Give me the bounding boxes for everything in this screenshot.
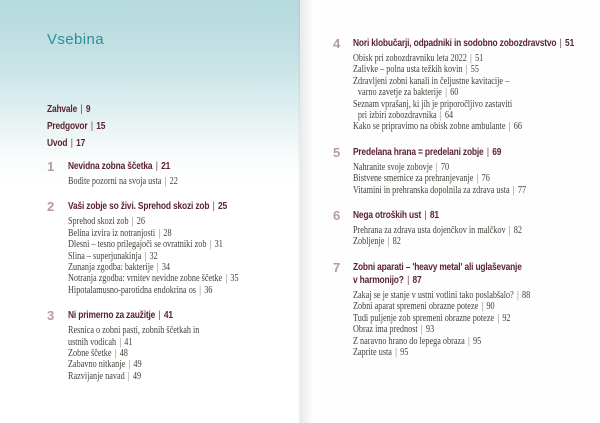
chapter-number: 7 [333, 259, 341, 275]
toc-entry [68, 285, 239, 296]
page-number: 92 [502, 312, 511, 324]
chapter-title [68, 200, 243, 213]
chapter-title-block [353, 146, 564, 159]
chapter-title [68, 309, 203, 322]
chapter-number: 1 [47, 159, 55, 174]
chapter-number: 3 [47, 308, 55, 324]
entry-text: Zunanja zgodba: bakterije [68, 262, 154, 274]
toc-entry [68, 273, 239, 284]
chapter-title [353, 37, 574, 50]
page-number: 25 [218, 201, 228, 213]
page-number: 41 [163, 310, 173, 322]
chapter-title-block [353, 209, 559, 222]
chapter-body [68, 309, 228, 382]
page-number: 31 [214, 239, 223, 251]
chapter-title [353, 146, 530, 159]
page-number: 93 [425, 324, 435, 336]
page-number: 35 [230, 273, 239, 285]
toc-entry [68, 348, 199, 359]
toc-entry [68, 239, 239, 250]
entry-text: pri izbiri zobozdravnika [357, 110, 437, 122]
separator: | [424, 210, 427, 222]
entry-text: Nahranite svoje zobovje [353, 161, 433, 173]
toc-entry [353, 53, 569, 64]
entry-text: Nori klobučarji, odpadniki in sodobno zobozdravstvo [353, 38, 557, 49]
chapter-items [353, 290, 569, 358]
page-number: 82 [392, 236, 401, 248]
separator: | [199, 284, 201, 296]
front-matter-list [47, 101, 300, 152]
entry-text: Zdravljeni zobni kanali in čeljustne kavitacije – [353, 75, 510, 87]
entry-text: Slina – superjunakinja [68, 250, 142, 262]
chapter-title-block [68, 160, 202, 173]
entry-text: Vaši zobje so živi. Sprehod skozi zob [68, 201, 210, 213]
chapter-items [353, 53, 600, 133]
toc-chapter [333, 209, 600, 248]
separator: | [407, 274, 410, 286]
page-number: 41 [124, 336, 133, 348]
toc-entry [353, 64, 569, 75]
entry-text: Bistvene smernice za prehranjevanje [353, 173, 474, 185]
toc-entry [68, 176, 178, 187]
left-chapters [47, 160, 300, 382]
toc-chapter [333, 146, 600, 196]
entry-text: ustnih vodicah [68, 336, 117, 348]
page-number: 64 [444, 110, 454, 122]
front-matter-entry [47, 118, 260, 135]
separator: | [156, 262, 159, 274]
entry-text: Ni primerno za zaužitje [68, 310, 156, 322]
toc-entry [353, 87, 569, 98]
page-number: 81 [429, 210, 439, 222]
separator: | [395, 346, 397, 358]
page-number: 21 [161, 161, 171, 172]
front-matter-entry [47, 135, 260, 152]
separator: | [476, 173, 479, 185]
chapter-title [353, 261, 535, 274]
page-number: 17 [76, 138, 86, 149]
entry-text: Vitamini in prehranska dopolnila za zdrava usta [353, 184, 510, 196]
separator: | [420, 324, 423, 336]
entry-text: Tudi puljenje zob spremeni obrazne poteze [353, 312, 495, 324]
chapter-body [68, 200, 276, 296]
toc-entry [68, 371, 199, 382]
separator: | [70, 138, 73, 149]
separator: | [445, 87, 447, 99]
chapter-body [353, 37, 600, 133]
separator: | [470, 53, 472, 64]
page-number: 60 [450, 87, 459, 99]
toc-entry [353, 185, 526, 196]
separator: | [559, 38, 562, 49]
entry-text: Zabavno nitkanje [68, 359, 126, 371]
page-number: 28 [163, 227, 172, 239]
toc-entry [353, 121, 569, 132]
toc-entry [68, 359, 199, 370]
toc-entry [353, 290, 530, 301]
toc-entry [68, 228, 239, 239]
separator: | [119, 336, 121, 348]
page-number: 26 [136, 216, 146, 228]
entry-text: Dlesni – tesno prilegajoči se ovratniki zob [68, 239, 207, 251]
page-number: 22 [169, 176, 178, 187]
entry-text: Kako se pripravimo na obisk zobne ambulante [353, 121, 506, 133]
page-number: 49 [132, 370, 142, 382]
page-number: 70 [440, 161, 450, 173]
toc-entry [353, 324, 530, 335]
toc-chapter [47, 309, 300, 382]
toc-entry [353, 173, 526, 184]
page-number: 95 [473, 335, 482, 347]
chapter-title-block [68, 200, 276, 213]
entry-text: Predelana hrana = predelani zobje [353, 146, 484, 158]
page-number: 90 [486, 301, 495, 313]
chapter-title [353, 274, 535, 287]
separator: | [128, 359, 131, 371]
page-number: 51 [565, 38, 575, 49]
separator: | [212, 201, 215, 213]
separator: | [158, 310, 161, 322]
separator: | [508, 225, 511, 237]
entry-text: Zahvale [47, 104, 78, 115]
chapter-title-block [353, 261, 569, 287]
separator: | [497, 312, 500, 324]
page-number: 34 [161, 262, 171, 274]
separator: | [387, 236, 390, 248]
toc-title: Vsebina [47, 31, 105, 48]
entry-text: Notranja zgodba: vrnitev nevidne zobne ščetke [68, 273, 223, 285]
entry-text: Nega otroških ust [353, 210, 422, 222]
entry-text: Sprehod skozi zob [68, 216, 129, 228]
separator: | [481, 301, 484, 313]
toc-entry [68, 216, 239, 227]
chapter-number: 5 [333, 144, 341, 160]
page-number: 15 [96, 121, 106, 132]
page-number: 82 [513, 225, 522, 237]
front-matter-entry [47, 101, 260, 118]
entry-text: Nevidna zobna ščetka [68, 161, 153, 172]
page-number: 51 [475, 53, 484, 64]
toc-entry [353, 225, 522, 236]
entry-text: Z naravno hrano do lepega obraza [353, 335, 465, 347]
page-number: 76 [481, 173, 490, 185]
separator: | [435, 161, 438, 173]
page-number: 77 [517, 184, 527, 196]
chapter-title [68, 160, 180, 173]
toc-entry [68, 251, 239, 262]
entry-text: Zobljenje [353, 236, 385, 248]
chapter-body [353, 146, 564, 196]
toc-entry [353, 301, 530, 312]
entry-text: Seznam vprašanj, ki jih je priporočljivo zastaviti [353, 98, 513, 110]
separator: | [144, 250, 147, 262]
entry-text: Obraz ima prednost [353, 324, 418, 336]
entry-text: Zalivke – polna usta težkih kovin [353, 64, 463, 76]
separator: | [155, 161, 158, 172]
chapter-items [68, 176, 202, 187]
toc-page-right [300, 0, 600, 423]
toc-entry [353, 347, 530, 358]
chapter-items [68, 325, 228, 382]
entry-text: Prehrana za zdrava usta dojenčkov in malčkov [353, 225, 506, 237]
separator: | [114, 348, 117, 360]
separator: | [131, 216, 134, 228]
entry-text: varno zavetje za bakterije [357, 87, 442, 99]
separator: | [468, 335, 470, 347]
chapter-title-block [353, 37, 600, 50]
page-number: 88 [521, 289, 531, 301]
separator: | [486, 146, 489, 158]
toc-entry [353, 162, 526, 173]
chapter-body [353, 209, 559, 248]
page-number: 87 [412, 274, 422, 286]
toc-chapter [47, 160, 300, 187]
page-number: 69 [492, 146, 502, 158]
entry-text: Zobni aparat spremeni obrazne poteze [353, 301, 479, 313]
right-chapters [333, 37, 600, 358]
separator: | [90, 121, 93, 132]
chapter-number: 4 [333, 36, 341, 51]
chapter-items [353, 162, 564, 196]
separator: | [80, 104, 83, 115]
separator: | [465, 64, 468, 76]
toc-entry [68, 262, 239, 273]
toc-entry [68, 325, 199, 336]
page-number: 95 [400, 346, 409, 358]
toc-entry [353, 110, 569, 121]
entry-text: Predgovor [47, 121, 88, 132]
separator: | [164, 176, 167, 187]
toc-entry [353, 313, 530, 324]
entry-text: Zobni aparati – 'heavy metal' ali uglaševanje [353, 261, 522, 273]
page-number: 48 [119, 348, 128, 360]
page-number: 32 [149, 250, 158, 262]
chapter-body [68, 160, 202, 187]
entry-text: Razvijanje navad [68, 370, 125, 382]
entry-text: Hipotalamusno-parotidna endokrina os [68, 284, 196, 296]
toc-chapter [47, 200, 300, 296]
page-number: 9 [85, 104, 91, 115]
separator: | [127, 370, 130, 382]
chapter-title [353, 209, 526, 222]
entry-text: Zobne ščetke [68, 348, 112, 360]
page-number: 36 [204, 284, 213, 296]
toc-chapter [333, 37, 600, 133]
page-number: 49 [133, 359, 142, 371]
entry-text: Zaprite usta [353, 346, 392, 358]
toc-chapter [333, 261, 600, 358]
entry-text: v harmonijo? [353, 274, 404, 286]
separator: | [517, 289, 519, 301]
toc-entry [353, 99, 569, 110]
chapter-items [68, 216, 276, 296]
page-number: 55 [470, 64, 479, 76]
separator: | [508, 121, 511, 133]
toc-entry [353, 236, 522, 247]
separator: | [225, 273, 228, 285]
entry-text: Uvod [47, 138, 68, 149]
separator: | [158, 227, 161, 239]
separator: | [209, 239, 212, 251]
toc-entry [353, 76, 569, 87]
entry-text: Zakaj se je stanje v ustni votlini tako poslabšalo? [353, 289, 514, 301]
toc-entry [353, 336, 530, 347]
entry-text: Resnica o zobni pasti, zobnih ščetkah in [68, 325, 200, 337]
chapter-number: 2 [47, 199, 55, 215]
chapter-number: 6 [333, 208, 341, 224]
chapter-items [353, 225, 559, 248]
separator: | [512, 184, 515, 196]
toc-entry [68, 337, 199, 348]
chapter-title-block [68, 309, 228, 322]
page-number: 66 [513, 121, 522, 133]
separator: | [439, 110, 442, 122]
entry-text: Obisk pri zobozdravniku leta 2022 [353, 53, 467, 64]
chapter-body [353, 261, 569, 358]
entry-text: Bodite pozorni na svoja usta [68, 176, 162, 187]
entry-text: Belina izvira iz notranjosti [68, 227, 156, 239]
